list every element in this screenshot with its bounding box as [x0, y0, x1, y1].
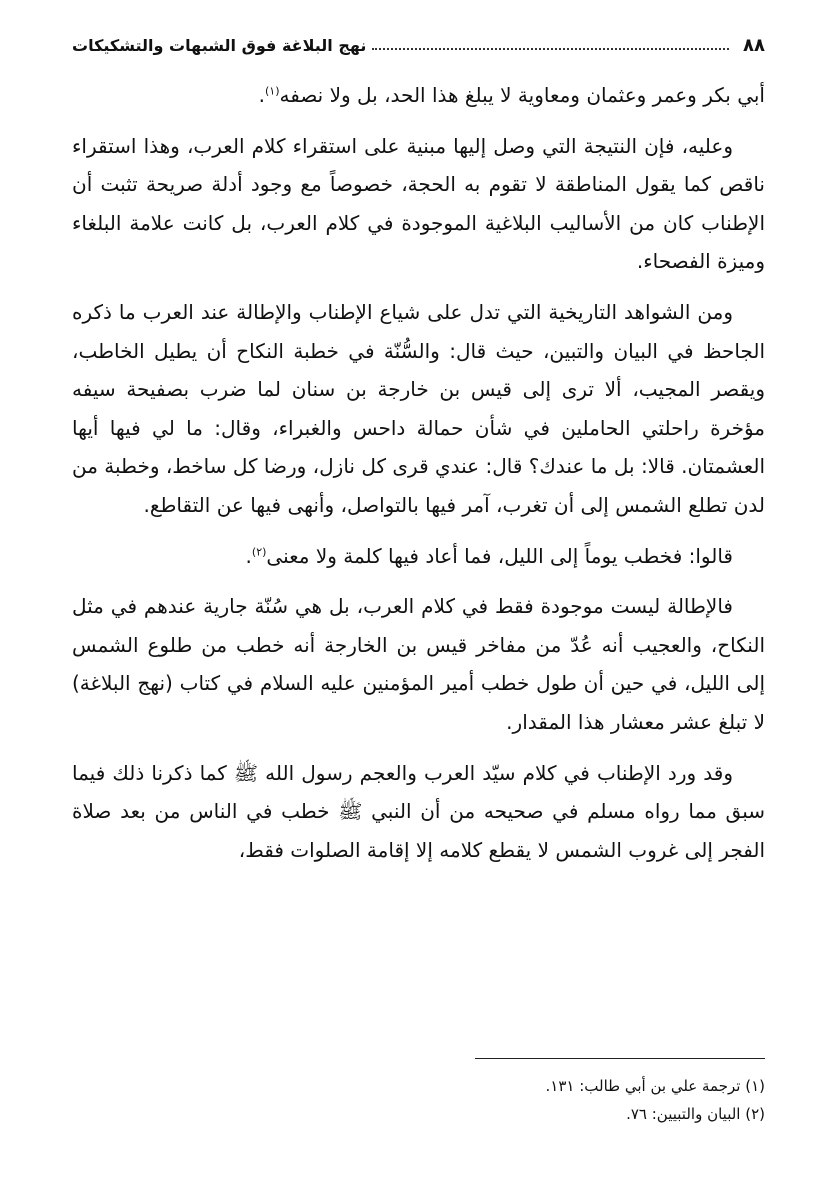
- paragraph-6: وقد ورد الإطناب في كلام سيّد العرب والعجم رسول الله ﷺ كما ذكرنا ذلك فيما سبق مما رواه مسلم في صحيحه من أن النبي ﷺ خطب في الناس من بعد صلاة الفجر إلى غروب الشمس لا يقطع كلامه إلا إقامة الصلوات فقط،: [72, 760, 765, 862]
- footnote-ref-1[interactable]: (١): [264, 84, 280, 98]
- page-number: ٨٨: [743, 34, 765, 56]
- paragraph-5: فالإطالة ليست موجودة فقط في كلام العرب، بل هي سُنّة جارية عندهم في مثل النكاح، والعجيب أنه عُدّ من مفاخر قيس بن الخارجة أنه خطب من طلوع الشمس إلى الليل، في حين أن طول خطب أمير المؤمنين عليه السلام في كتاب (نهج البلاغة) لا تبلغ عشر معشار هذا المقدار.: [72, 594, 765, 734]
- footnote-separator: [475, 1058, 765, 1059]
- paragraph-4: [72, 537, 765, 576]
- footnote-ref-2[interactable]: (٢): [251, 544, 267, 558]
- paragraph-4-end: .: [245, 543, 252, 568]
- footnote-2: (٢) البيان والتبيين: ٧٦.: [626, 1105, 765, 1123]
- paragraph-2: وعليه، فإن النتيجة التي وصل إليها مبنية على استقراء كلام العرب، وهذا استقراء ناقص كما يقول المناطقة لا تقوم به الحجة، خصوصاً مع وجود أدلة صريحة تثبت أن الإطناب كان من الأساليب البلاغية الموجودة في كلام العرب، بل كانت علامة البلغاء وميزة الفصحاء.: [72, 133, 765, 274]
- header-dot-leader: [372, 48, 729, 50]
- footnote-1: (١) ترجمة علي بن أبي طالب: ١٣١.: [545, 1077, 765, 1095]
- paragraph-1-end: .: [258, 83, 265, 107]
- running-title: نهج البلاغة فوق الشبهات والتشكيكات: [72, 35, 367, 55]
- paragraph-1-text: أبي بكر وعمر وعثمان ومعاوية لا يبلغ هذا الحد، بل ولا نصفه: [279, 83, 765, 107]
- main-text: [72, 76, 765, 881]
- paragraph-4-text: قالوا: فخطب يوماً إلى الليل، فما أعاد فيها كلمة ولا معنى: [266, 543, 733, 568]
- paragraph-1: [72, 76, 765, 115]
- paragraph-3: ومن الشواهد التاريخية التي تدل على شياع الإطناب والإطالة عند العرب ما ذكره الجاحظ في البيان والتبين، حيث قال: والسُّنّة في خطبة النكاح أن يطيل الخاطب، ويقصر المجيب، ألا ترى إلى قيس بن خارجة بن سنان لما ضرب بصفيحة سيفه مؤخرة راحلتي الحاملين في شأن حمالة داحس والغبراء، وقال: ما لي فيها أيها العشمتان. قالا: بل ما عندك؟ قال: عندي قرى كل نازل، ورضا كل ساخط، وخطبة من لدن تطلع الشمس إلى أن تغرب، آمر فيها بالتواصل، وأنهى فيها عن التقاطع.: [72, 299, 765, 517]
- running-header: [72, 30, 765, 60]
- footnotes: [72, 1072, 765, 1128]
